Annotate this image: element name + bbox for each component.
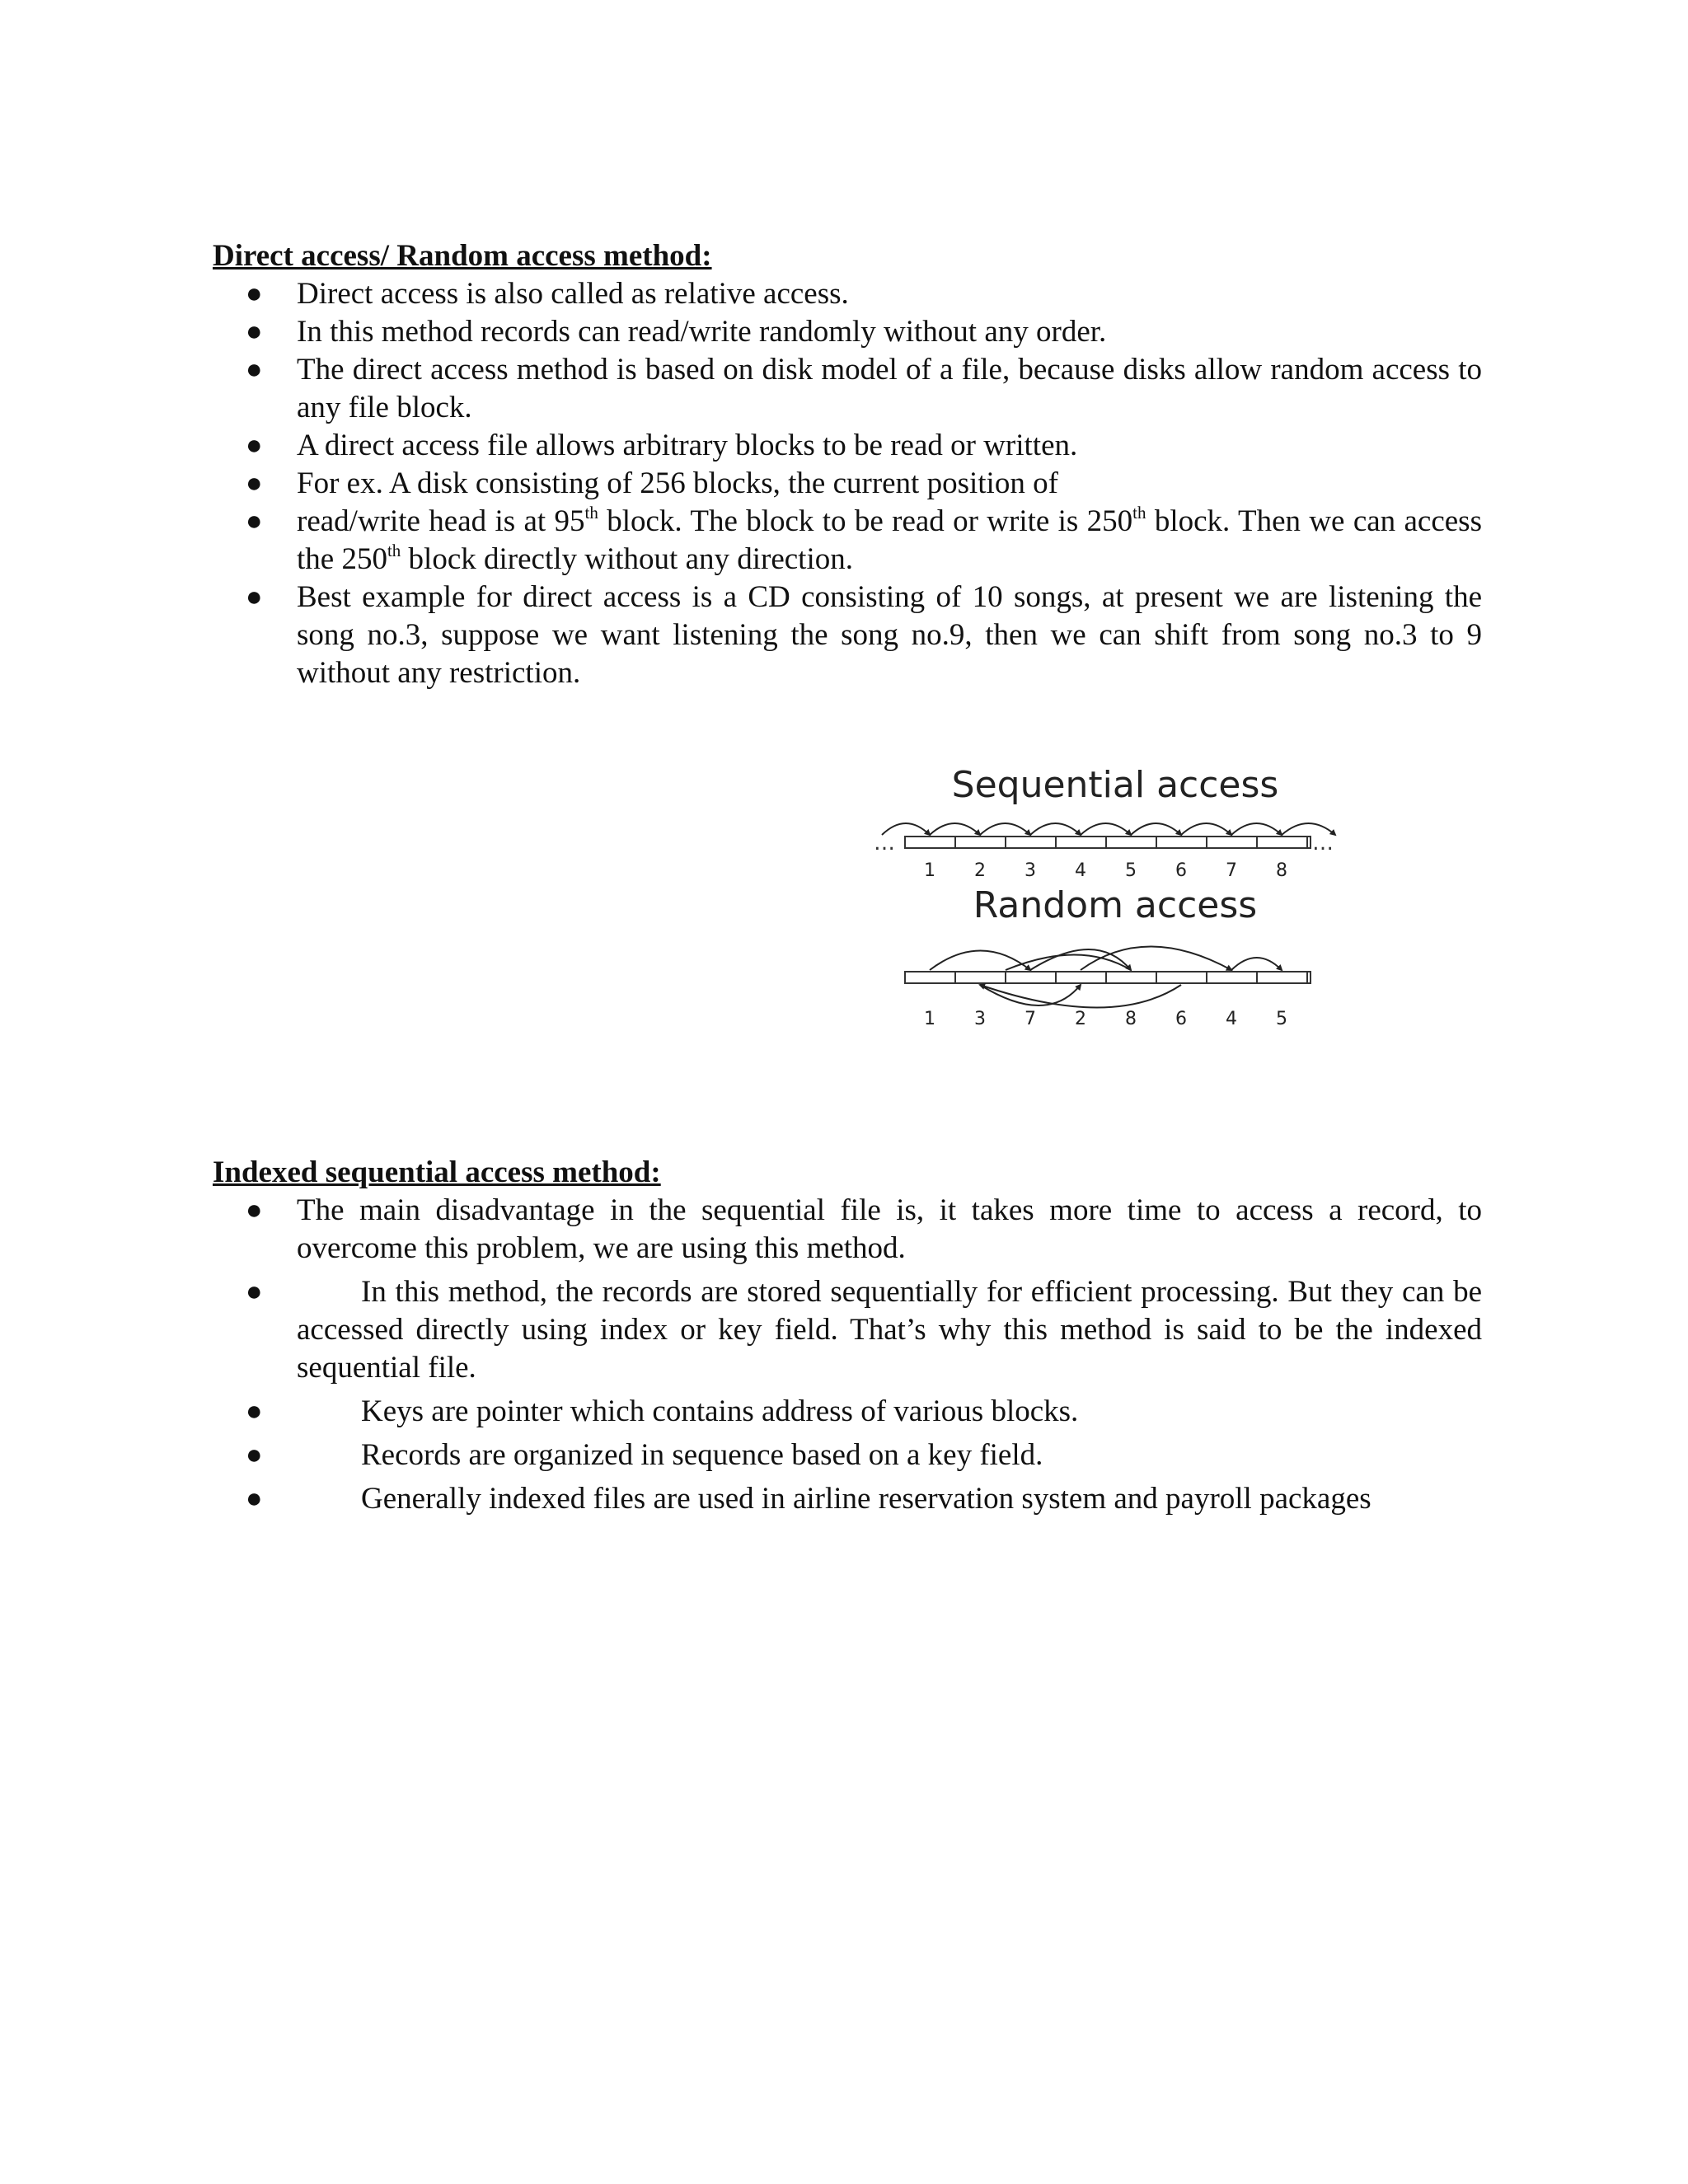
rnd-label: 4: [1226, 1009, 1237, 1029]
random-arc: [1231, 958, 1282, 970]
sequential-strip: [905, 837, 1311, 848]
list-item: ● Records are organized in sequence based on a key field.: [213, 1436, 1482, 1474]
seq-label: 2: [974, 860, 986, 881]
bullet-icon: ●: [246, 1195, 263, 1226]
indexed-sequential-list: [213, 1192, 1482, 1518]
list-item: ● The main disadvantage in the sequential file is, it takes more time to access a record, to overcome this problem, we are using this method.: [246, 1193, 1482, 1265]
rnd-label: 3: [974, 1009, 986, 1029]
bullet-icon: ●: [246, 506, 263, 537]
list-item: ● The direct access method is based on disk model of a file, because disks allow random access to any file block.: [246, 353, 1482, 424]
sequential-arc: [1131, 823, 1181, 835]
sequential-title: Sequential access: [951, 764, 1279, 806]
bullet-icon: ●: [246, 1483, 263, 1514]
sequential-arcs: [882, 823, 1335, 835]
list-item: ● In this method, the records are stored sequentially for efficient processing. But they can be accessed directly using index or key field. That’s why this method is said to be the indexed sequential file.: [246, 1275, 1482, 1385]
list-item: ● Best example for direct access is a CD consisting of 10 songs, at present we are listening the song no.3, suppose we want listening the song no.9, then we can shift from song no.3 to 9 without any restriction.: [246, 580, 1482, 690]
rnd-label: 5: [1276, 1009, 1287, 1029]
random-arc: [980, 985, 1081, 1005]
bullet-icon: ●: [246, 1396, 263, 1427]
sequential-arc: [1181, 823, 1231, 835]
direct-access-list: [213, 275, 1482, 692]
list-item: ● In this method records can read/write randomly without any order.: [213, 313, 1482, 351]
list-item: ● read/write head is at 95th block. The block to be read or write is 250th block. Then we can access the 250th block directly without any direction.: [246, 503, 1482, 576]
sequential-arc: [1030, 823, 1081, 835]
sequential-tape: [874, 823, 1335, 855]
random-arc: [980, 985, 1181, 1008]
seq-label: 8: [1276, 860, 1287, 881]
seq-label: 7: [1226, 860, 1237, 881]
random-arc: [1006, 955, 1131, 971]
ellipsis-left: …: [874, 831, 895, 855]
random-labels: [924, 1009, 1287, 1029]
bullet-icon: ●: [246, 430, 263, 461]
rnd-label: 7: [1025, 1009, 1036, 1029]
ellipsis-right: …: [1312, 831, 1334, 855]
section-indexed-sequential: [213, 1154, 1482, 1524]
random-tape: [905, 947, 1311, 1008]
list-item: ● Keys are pointer which contains address of various blocks.: [213, 1393, 1482, 1431]
heading-indexed-sequential: Indexed sequential access method:: [213, 1155, 661, 1189]
seq-label: 5: [1125, 860, 1137, 881]
sequential-arc: [980, 823, 1030, 835]
seq-label: 1: [924, 860, 935, 881]
section-direct-access: [213, 237, 1482, 692]
list-item: ● Direct access is also called as relative access.: [213, 275, 1482, 313]
rnd-label: 6: [1175, 1009, 1187, 1029]
random-title: Random access: [973, 884, 1258, 926]
bullet-icon: ●: [246, 354, 263, 385]
bullet-icon: ●: [246, 316, 263, 347]
sequential-labels: [924, 860, 1287, 881]
bullet-icon: ●: [246, 468, 263, 499]
list-item: ● For ex. A disk consisting of 256 blocks, the current position of: [213, 465, 1482, 503]
rnd-label: 2: [1075, 1009, 1086, 1029]
sequential-arc: [1081, 823, 1131, 835]
sequential-arc: [1231, 823, 1282, 835]
random-strip: [905, 972, 1311, 983]
bullet-icon: ●: [246, 582, 263, 612]
access-diagram: [865, 754, 1360, 1034]
access-methods-figure: [865, 754, 1360, 1034]
rnd-label: 8: [1125, 1009, 1137, 1029]
bullet-icon: ●: [246, 1277, 263, 1307]
bullet-icon: ●: [246, 279, 263, 309]
rnd-label: 1: [924, 1009, 935, 1029]
bullet-icon: ●: [246, 1440, 263, 1470]
list-item: ● A direct access file allows arbitrary blocks to be read or written.: [213, 427, 1482, 465]
list-item: ● Generally indexed files are used in airline reservation system and payroll packages: [213, 1480, 1482, 1518]
sequential-arc: [930, 823, 980, 835]
heading-direct-access: Direct access/ Random access method:: [213, 239, 712, 273]
seq-label: 3: [1025, 860, 1036, 881]
seq-label: 6: [1175, 860, 1187, 881]
seq-label: 4: [1075, 860, 1086, 881]
